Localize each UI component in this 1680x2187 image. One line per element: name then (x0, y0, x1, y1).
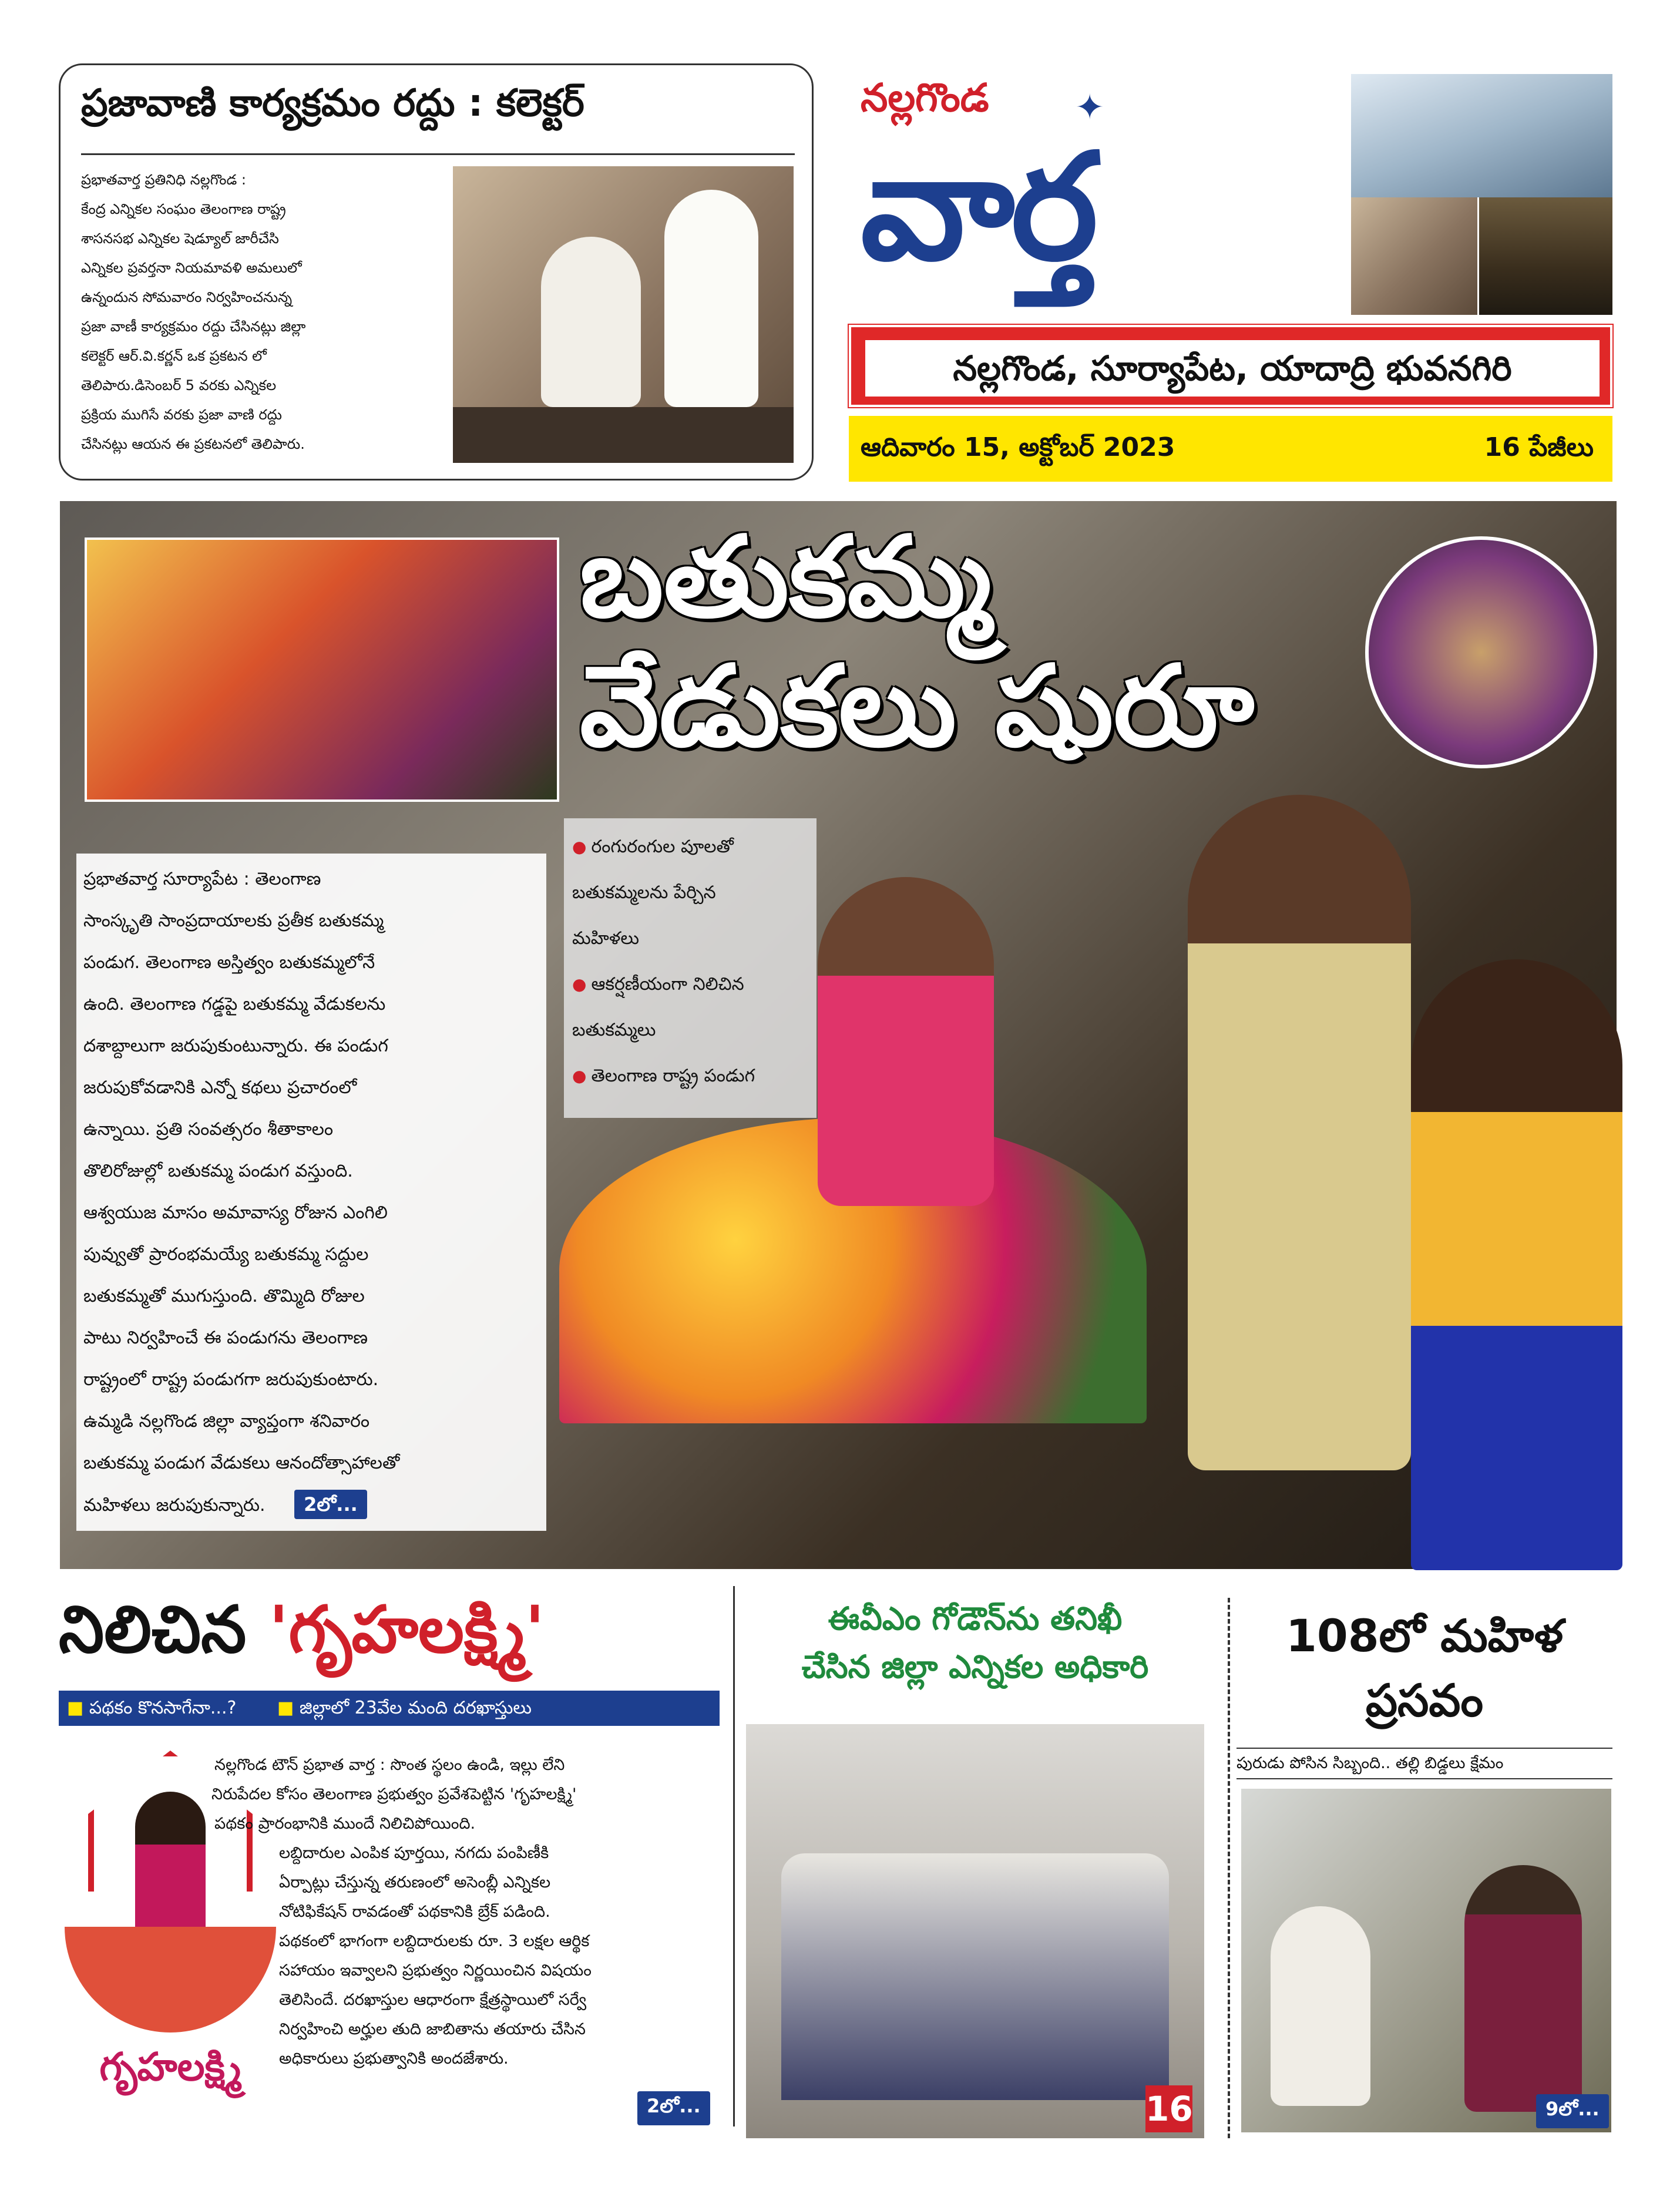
desk-shape (453, 407, 794, 463)
gruhalakshmi-line: సహాయం ఇవ్వాలని ప్రభుత్వం నిర్ణయించిన విషయం (279, 1961, 592, 1980)
dance-inset-photo (1365, 536, 1597, 768)
top-story-line: తెలిపారు.డిసెంబర్ 5 వరకు ఎన్నికల (81, 377, 277, 394)
delivery-subhead: పురుడు పోసిన సిబ్బంది.. తల్లి బిడ్డలు క్షేమం (1237, 1748, 1612, 1779)
lead-body-line: పండుగ. తెలంగాణ అస్తిత్వం బతుకమ్మలోనే (83, 952, 375, 973)
gruhalakshmi-logo-text: గృహలక్ష్మి (99, 2044, 241, 2089)
lead-body-line: పువ్వుతో ప్రారంభమయ్యే బతుకమ్మ సద్దుల (83, 1244, 369, 1265)
lead-body-line: పాటు నిర్వహించే ఈ పండుగను తెలంగాణ (83, 1328, 368, 1348)
gruhalakshmi-line: తెలిసిందే. దరఖాస్తుల ఆధారంగా క్షేత్రస్థాయిలో సర్వే (279, 1991, 587, 2009)
top-story-box (59, 63, 814, 481)
masthead-edition: నల్లగొండ (861, 75, 989, 120)
column-divider-dashed (1228, 1598, 1230, 2138)
lead-body-line: ఆశ్వయుజ మాసం అమావాస్య రోజున ఎంగిలి (83, 1202, 388, 1223)
page-count: 16 పేజీలు (1484, 432, 1594, 462)
lead-body-line: ఉమ్మడి నల్లగొండ జిల్లా వ్యాప్తంగా శనివారం (83, 1411, 370, 1432)
top-story-line: కేంద్ర ఎన్నికల సంఘం తెలంగాణ రాష్ట్ర (81, 201, 286, 217)
gruhalakshmi-line: నల్లగొండ టౌన్ ప్రభాత వార్త : సొంత స్థలం ఉండి, ఇల్లు లేని (214, 1756, 565, 1774)
city-night-photo (1479, 197, 1612, 315)
lead-body-line: బతుకమ్మతో ముగుస్తుంది. తొమ్మిది రోజుల (83, 1286, 365, 1306)
gruhalakshmi-line: అధికారులు ప్రభుత్వానికి అందజేశారు. (279, 2050, 509, 2068)
gruhalakshmi-headline-b: 'గృహలక్ష్మి' (268, 1592, 545, 1667)
tag-applications: జిల్లాలో 23వేల మంది దరఖాస్తులు (299, 1698, 532, 1718)
issue-date: ఆదివారం 15, అక్టోబర్ 2023 (861, 432, 1175, 462)
top-story-line: ప్రక్రియ ముగిసే వరకు ప్రజా వాణి రద్దు (81, 407, 282, 423)
lead-body-line: తొలిరోజుల్లో బతుకమ్మ పండుగ వస్తుంది. (83, 1161, 353, 1181)
gruhalakshmi-headline-a: నిలిచిన (59, 1592, 247, 1667)
officials-group-shape (781, 1853, 1169, 2100)
top-story-rule (81, 153, 795, 155)
person-shape (664, 190, 758, 407)
lead-story (60, 501, 1617, 1569)
gruhalakshmi-continued[interactable]: 2లో... (637, 2091, 710, 2125)
dove-icon: ✦ (1075, 87, 1105, 128)
gruhalakshmi-line: నిర్వహించి అర్హుల తుది జాబితాను తయారు చేసిన (279, 2020, 586, 2038)
model-figure (1411, 959, 1622, 1570)
gruhalakshmi-line: పథకం ప్రారంభానికి ముందే నిలిచిపోయింది. (214, 1815, 476, 1833)
highlight-item: మహిళలు (572, 928, 640, 949)
top-story-body (81, 165, 445, 459)
lead-body-line: దశాబ్దాలుగా జరుపుకుంటున్నారు. ఈ పండుగ (83, 1036, 388, 1056)
lead-body-line: సాంస్కృతి సాంప్రదాయాలకు ప్రతీక బతుకమ్మ (83, 911, 384, 931)
evm-headline-line2: చేసిన జిల్లా ఎన్నికల అధికారి (801, 1648, 1149, 1685)
gruhalakshmi-line: నిరుపేదల కోసం తెలంగాణ ప్రభుత్వం ప్రవేశపెట్టిన 'గృహలక్ష్మి' (211, 1785, 577, 1803)
districts-text: నల్లగొండ, సూర్యాపేట, యాదాద్రి భువనగిరి (865, 340, 1600, 397)
tag-bullet-icon: ■ (67, 1698, 84, 1718)
column-divider (733, 1586, 735, 2126)
bullet-icon: ● (572, 975, 587, 994)
gruhalakshmi-line: పథకంలో భాగంగా లబ్దిదారులకు రూ. 3 లక్షల ఆర్థిక (279, 1932, 590, 1950)
masthead (849, 63, 1612, 520)
top-story-line: ఎన్నికల ప్రవర్తనా నియమావళి అమలులో (81, 260, 302, 276)
highlight-item: బతుకమ్మలు (572, 1020, 656, 1040)
districts-banner (849, 325, 1612, 407)
evm-headline-line1: ఈవీఎం గోడౌన్‌ను తనిఖీ (828, 1600, 1123, 1637)
gruhalakshmi-headline (59, 1592, 720, 1684)
gruhalakshmi-line: లబ్దిదారుల ఎంపిక పూర్తయి, నగదు పంపిణీకి (279, 1844, 549, 1862)
gruhalakshmi-tags (59, 1691, 720, 1726)
highlights-box (564, 818, 817, 1118)
lead-headline-line1: బతుకమ్మ (580, 512, 992, 642)
gruhalakshmi-line: ఏర్పాట్లు చేస్తున్న తరుణంలో అసెంబ్లీ ఎన్నికల (279, 1873, 551, 1892)
lead-headline (580, 513, 1461, 771)
gruhalakshmi-body (211, 1751, 723, 2074)
top-story-line: చేసినట్లు ఆయన ఈ ప్రకటనలో తెలిపారు. (81, 436, 305, 452)
delivery-headline-line2: ప్రసవం (1366, 1674, 1483, 1726)
evm-inspection-photo (746, 1724, 1204, 2138)
girl-figure (818, 877, 994, 1206)
masthead-title: వార్త (861, 122, 1095, 293)
lead-body-line: ప్రభాతవార్త సూర్యాపేట : తెలంగాణ (83, 869, 321, 889)
lead-body-line: ఉంది. తెలంగాణ గడ్డపై బతుకమ్మ వేడుకలను (83, 994, 386, 1014)
woman-figure (1188, 795, 1411, 1470)
top-story-line: కలెక్టర్ ఆర్.వి.కర్ణన్ ఒక ప్రకటన లో (81, 348, 267, 364)
highlight-item: బతుకమ్మలను పేర్చిన (572, 882, 716, 903)
highlight-item: ● రంగురంగుల పూలతో (572, 836, 734, 857)
top-story-dateline: ప్రభాతవార్త ప్రతినిధి నల్లగొండ : (81, 172, 246, 188)
lead-body-line: ఉన్నాయి. ప్రతి సంవత్సరం శీతాకాలం (83, 1119, 334, 1140)
bullet-icon: ● (572, 837, 587, 856)
date-strip (849, 416, 1612, 482)
lead-body-line: మహిళలు జరుపుకున్నారు. 2లో... (83, 1484, 539, 1526)
highlight-item: ● తెలంగాణ రాష్ట్ర పండుగ (572, 1066, 755, 1086)
lead-body-line: రాష్ట్రంలో రాష్ట్ర పండుగగా జరుపుకుంటారు. (83, 1369, 379, 1390)
continued-link[interactable]: 2లో... (294, 1490, 367, 1519)
evm-story (746, 1595, 1204, 2138)
lead-body (76, 854, 546, 1531)
evm-headline (746, 1595, 1204, 1691)
highlight-item: ● ఆకర్షణీయంగా నిలిచిన (572, 974, 744, 995)
lead-body-line: జరుపుకోవడానికి ఎన్నో కథలు ప్రచారంలో (83, 1077, 357, 1098)
tag-bullet-icon: ■ (277, 1698, 294, 1718)
top-story-line: ఉన్నందున సోమవారం నిర్వహించనున్న (81, 289, 293, 305)
dam-photo (1351, 74, 1612, 197)
delivery-headline (1237, 1604, 1612, 1733)
temple-photo (1351, 197, 1477, 315)
collector-photo (453, 166, 794, 463)
ambulance-photo (1241, 1789, 1611, 2132)
top-story-line: ప్రజా వాణీ కార్యక్రమం రద్దు చేసినట్లు జిల్లా (81, 318, 306, 335)
mother-figure (1464, 1865, 1582, 2112)
top-story-line: శాసనసభ ఎన్నికల షెడ్యూల్ జారీచేసి (81, 230, 279, 247)
nurse-figure (1271, 1906, 1370, 2106)
delivery-continued[interactable]: 9లో... (1536, 2094, 1609, 2128)
top-story-headline: ప్రజావాణి కార్యక్రమం రద్దు : కలెక్టర్ (81, 82, 584, 125)
women-gathering-photo (85, 537, 559, 802)
bullet-icon: ● (572, 1066, 587, 1086)
lead-headline-line2: వేడుకలు షురూ (580, 641, 1255, 771)
evm-page-ref[interactable]: 16 (1145, 2085, 1192, 2132)
person-shape (541, 237, 641, 407)
delivery-story (1237, 1604, 1612, 2132)
lead-body-line: బతుకమ్మ పండుగ వేడుకలు ఆనందోత్సాహాలతో (83, 1453, 400, 1473)
gruhalakshmi-story (59, 1592, 720, 2138)
gruhalakshmi-line: నోటిఫికేషన్ రావడంతో పథకానికి బ్రేక్ పడింది. (279, 1903, 550, 1921)
delivery-headline-line1: 108లో మహిళ (1285, 1610, 1564, 1662)
tag-scheme: పథకం కొనసాగేనా...? (89, 1698, 237, 1718)
